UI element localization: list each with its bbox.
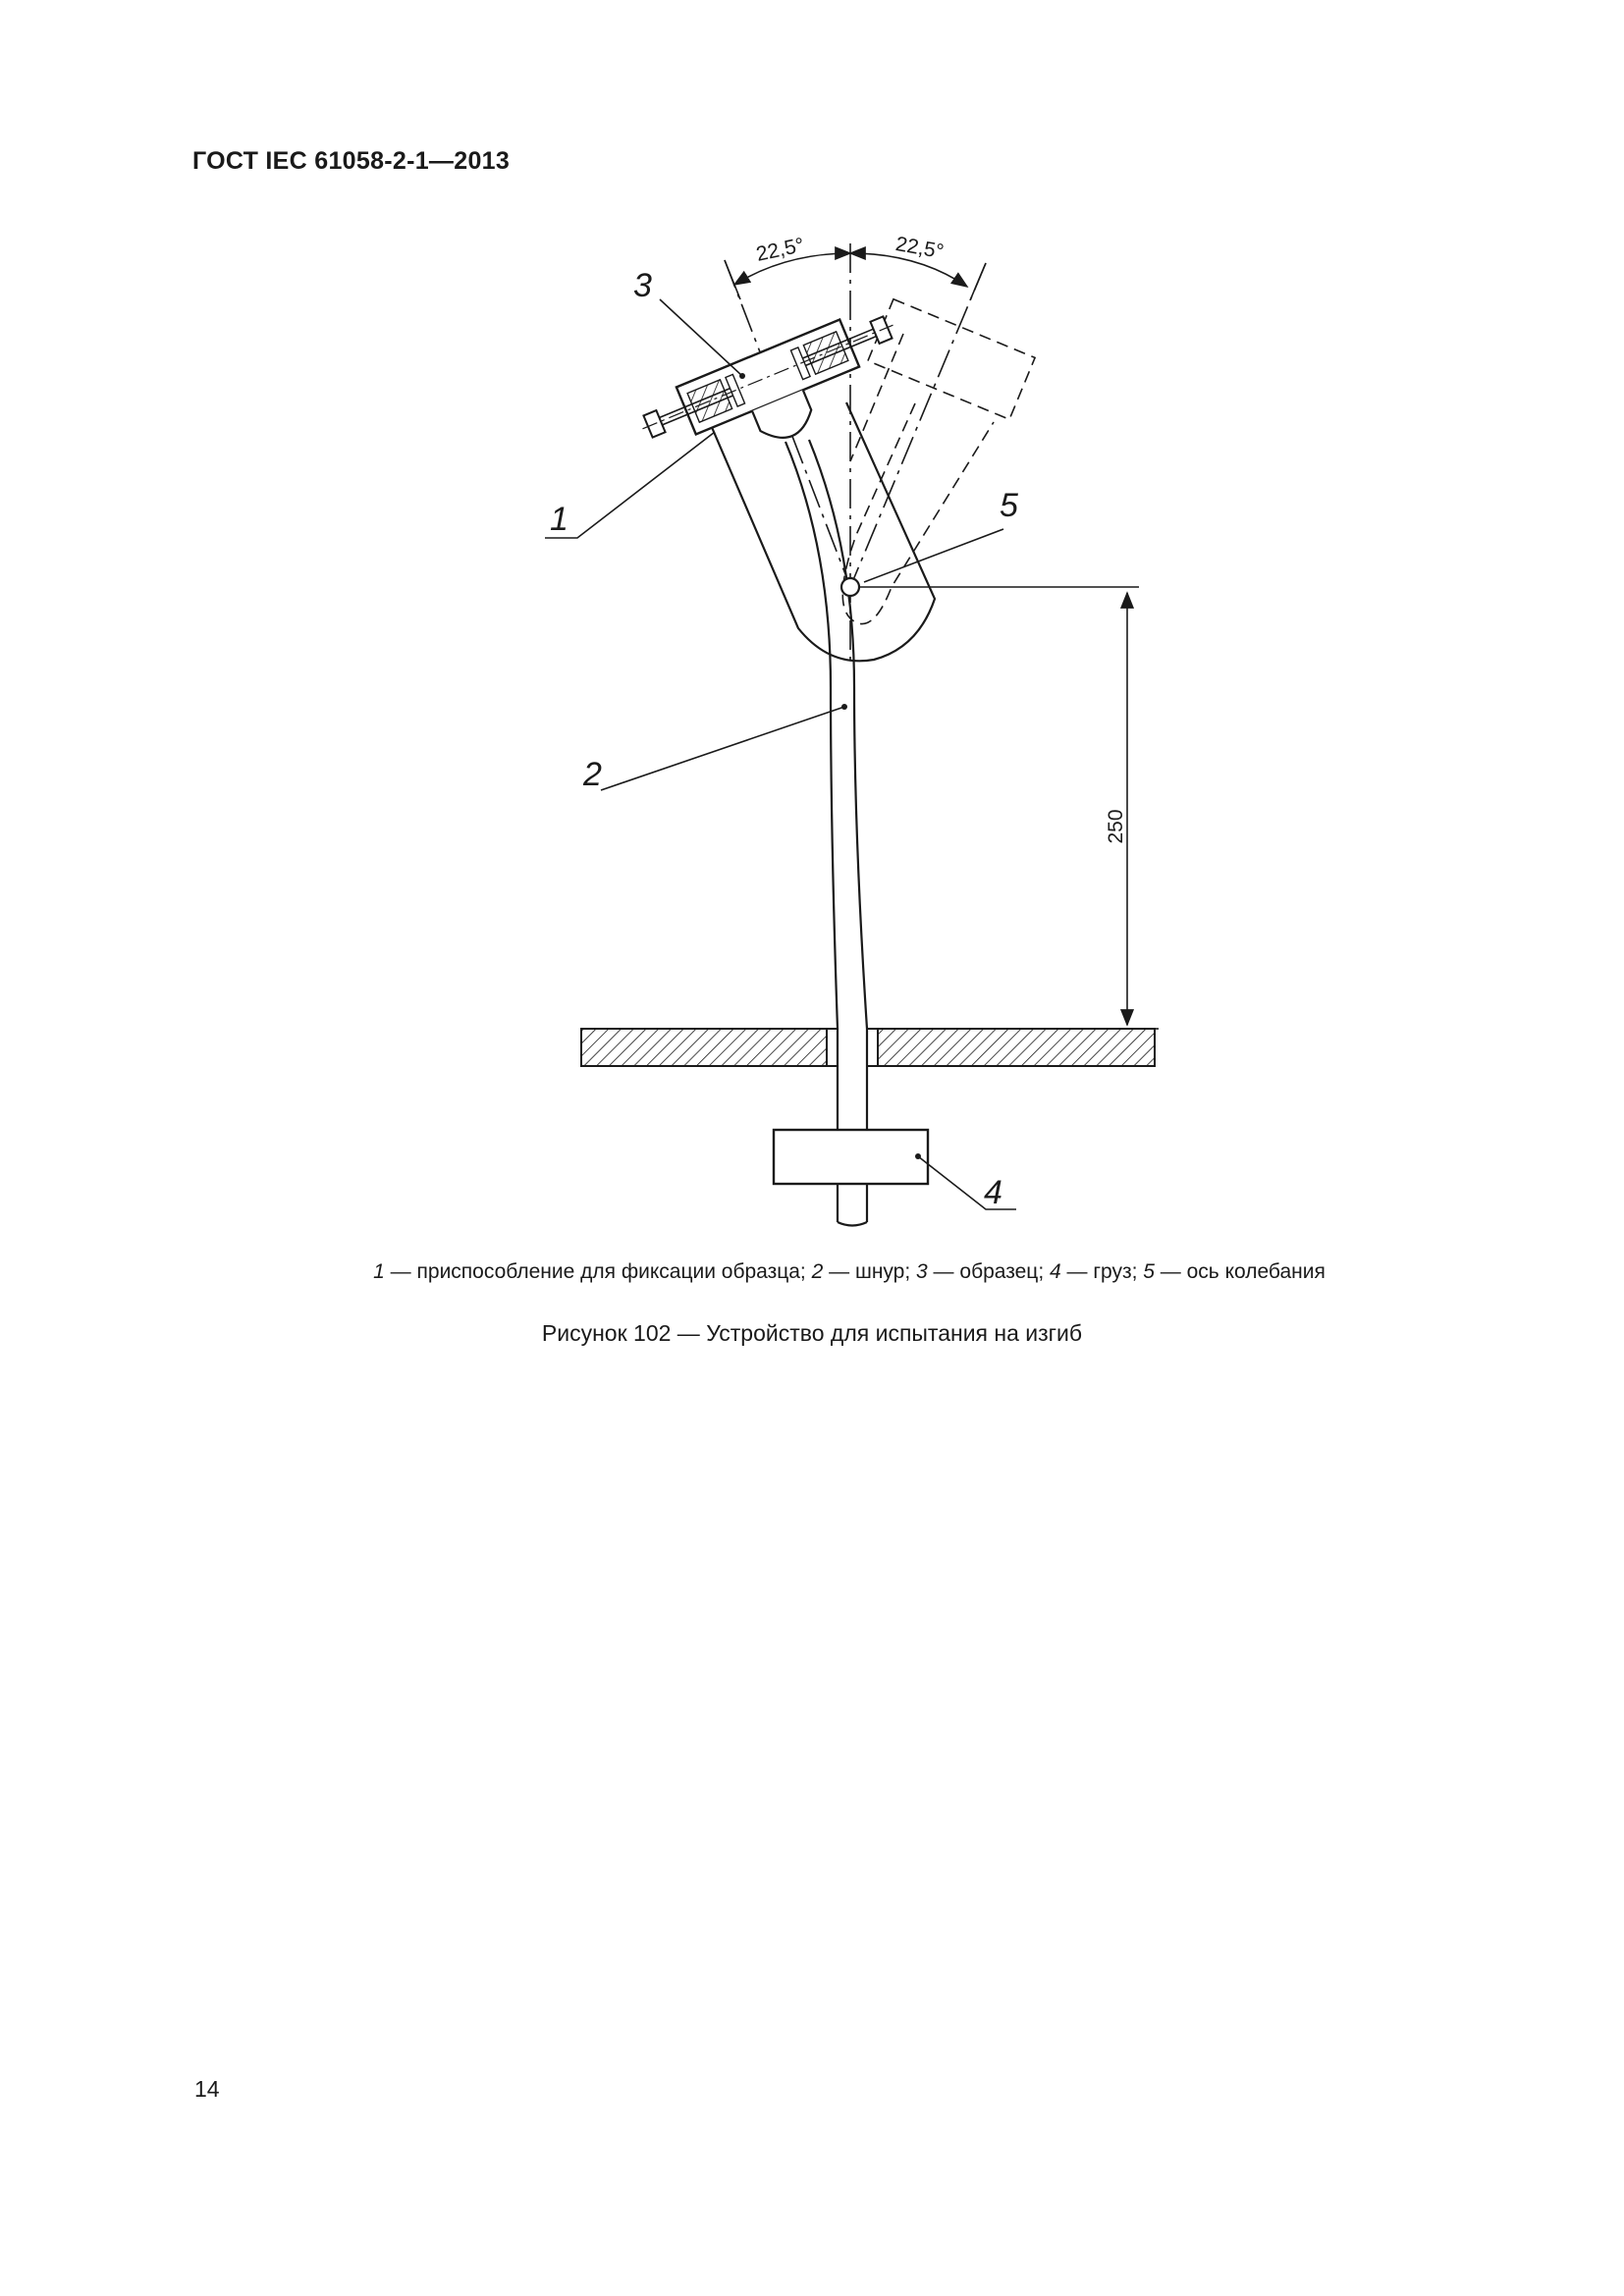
legend-text-5: — ось колебания: [1154, 1260, 1326, 1283]
legend-num-3: 3: [916, 1260, 928, 1283]
dimension-label-250: 250: [1105, 809, 1127, 844]
callout-4: 4: [984, 1174, 1002, 1211]
legend-text-2: — шнур;: [823, 1260, 917, 1283]
callout-3: 3: [633, 267, 652, 304]
cord: [785, 440, 867, 1226]
callout-5: 5: [1000, 487, 1018, 524]
right-angle-line: [850, 263, 986, 587]
clamp-fixture: [633, 301, 918, 488]
angle-label-right: 22,5°: [893, 233, 946, 264]
document-header: ГОСТ IEC 61058-2-1—2013: [192, 147, 511, 175]
specimen-deflected-position: [842, 299, 1035, 624]
callout-2: 2: [583, 756, 602, 793]
angle-arc-right: [850, 253, 967, 287]
oscillation-axis: [841, 578, 859, 596]
dimension-250: [860, 587, 1159, 1029]
specimen-body: [711, 402, 935, 661]
page-number: 14: [194, 2076, 220, 2102]
legend-text-3: — образец;: [927, 1260, 1050, 1283]
legend-text-1: — приспособление для фиксации образца;: [384, 1260, 812, 1283]
legend-num-4: 4: [1050, 1260, 1061, 1283]
angle-extension-lines: [725, 260, 986, 300]
legend-num-1: 1: [373, 1260, 385, 1283]
legend-num-5: 5: [1143, 1260, 1155, 1283]
callout-1: 1: [550, 501, 568, 538]
legend-num-2: 2: [811, 1260, 824, 1283]
axis-lines: [725, 243, 986, 667]
weight: [774, 1130, 928, 1184]
angle-label-left: 22,5°: [754, 234, 807, 266]
legend-text-4: — груз;: [1060, 1260, 1144, 1283]
figure-caption: Рисунок 102 — Устройство для испытания на изгиб: [541, 1320, 1083, 1346]
figure-legend: [0, 1260, 1624, 1284]
